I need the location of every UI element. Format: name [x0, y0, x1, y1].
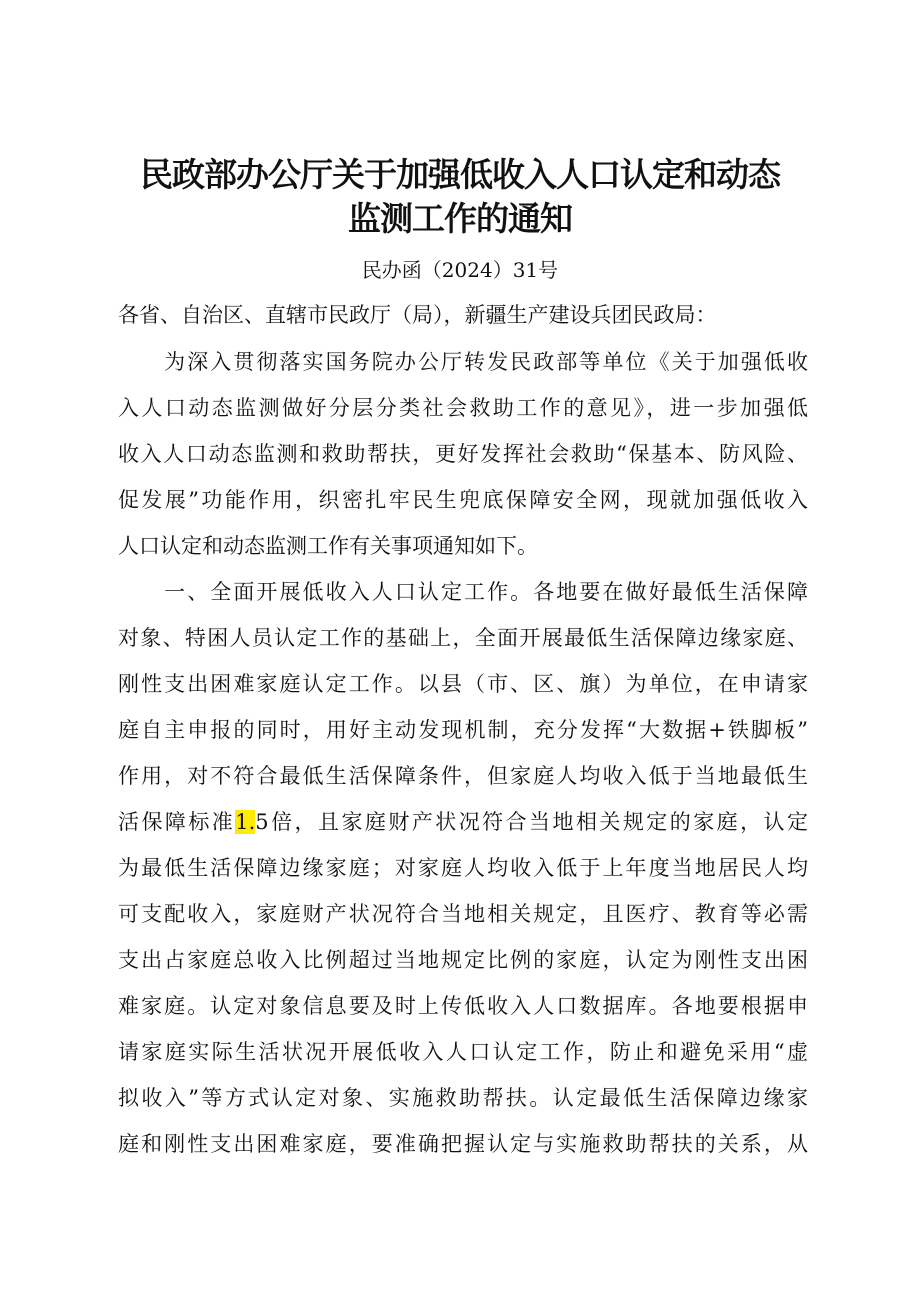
line-text-after: 5倍，且家庭财产状况符合当地相关规定的家庭，认定 [255, 810, 809, 834]
paragraph2-line: 庭和刚性支出困难家庭，要准确把握认定与实施救助帮扶的关系，从 [118, 1132, 808, 1156]
paragraph2-line: 可支配收入，家庭财产状况符合当地相关规定，且医疗、教育等必需 [118, 902, 808, 926]
paragraph2-line: 支出占家庭总收入比例超过当地规定比例的家庭，认定为刚性支出困 [118, 948, 808, 972]
paragraph2-line: 为最低生活保障边缘家庭；对家庭人均收入低于上年度当地居民人均 [118, 856, 808, 880]
document-title-line-1: 民政部办公厅关于加强低收入人口认定和动态 [140, 155, 780, 194]
paragraph2-line: 对象、特困人员认定工作的基础上，全面开展最低生活保障边缘家庭、 [118, 626, 808, 650]
paragraph2-line: 刚性支出困难家庭认定工作。以县（市、区、旗）为单位，在申请家 [118, 672, 808, 696]
paragraph2-line: 请家庭实际生活状况开展低收入人口认定工作，防止和避免采用“虚 [118, 1040, 808, 1064]
paragraph2-line: 一、全面开展低收入人口认定工作。各地要在做好最低生活保障 [118, 580, 808, 604]
document-number: 民办函（2024）31号 [361, 258, 559, 282]
paragraph1-line: 人口认定和动态监测工作有关事项通知如下。 [118, 534, 538, 558]
paragraph2-line: 庭自主申报的同时，用好主动发现机制，充分发挥“大数据+铁脚板” [118, 718, 808, 742]
paragraph2-highlight-line [118, 807, 808, 837]
salutation: 各省、自治区、直辖市民政厅（局），新疆生产建设兵团民政局： [118, 303, 717, 327]
paragraph2-line: 拟收入”等方式认定对象、实施救助帮扶。认定最低生活保障边缘家 [118, 1086, 808, 1110]
paragraph1-line: 入人口动态监测做好分层分类社会救助工作的意见》，进一步加强低 [118, 396, 808, 420]
paragraph1-line: 为深入贯彻落实国务院办公厅转发民政部等单位《关于加强低收 [118, 350, 808, 374]
paragraph1-line: 促发展”功能作用，织密扎牢民生兜底保障安全网，现就加强低收入 [118, 488, 808, 512]
paragraph2-line: 作用，对不符合最低生活保障条件，但家庭人均收入低于当地最低生 [118, 764, 808, 788]
document-title-line-2: 监测工作的通知 [348, 199, 572, 238]
paragraph2-line: 难家庭。认定对象信息要及时上传低收入人口数据库。各地要根据申 [118, 994, 808, 1018]
highlighted-number: 1. [235, 810, 256, 834]
line-text-before: 活保障标准 [118, 810, 236, 834]
paragraph1-line: 收入人口动态监测和救助帮扶，更好发挥社会救助“保基本、防风险、 [118, 442, 808, 466]
